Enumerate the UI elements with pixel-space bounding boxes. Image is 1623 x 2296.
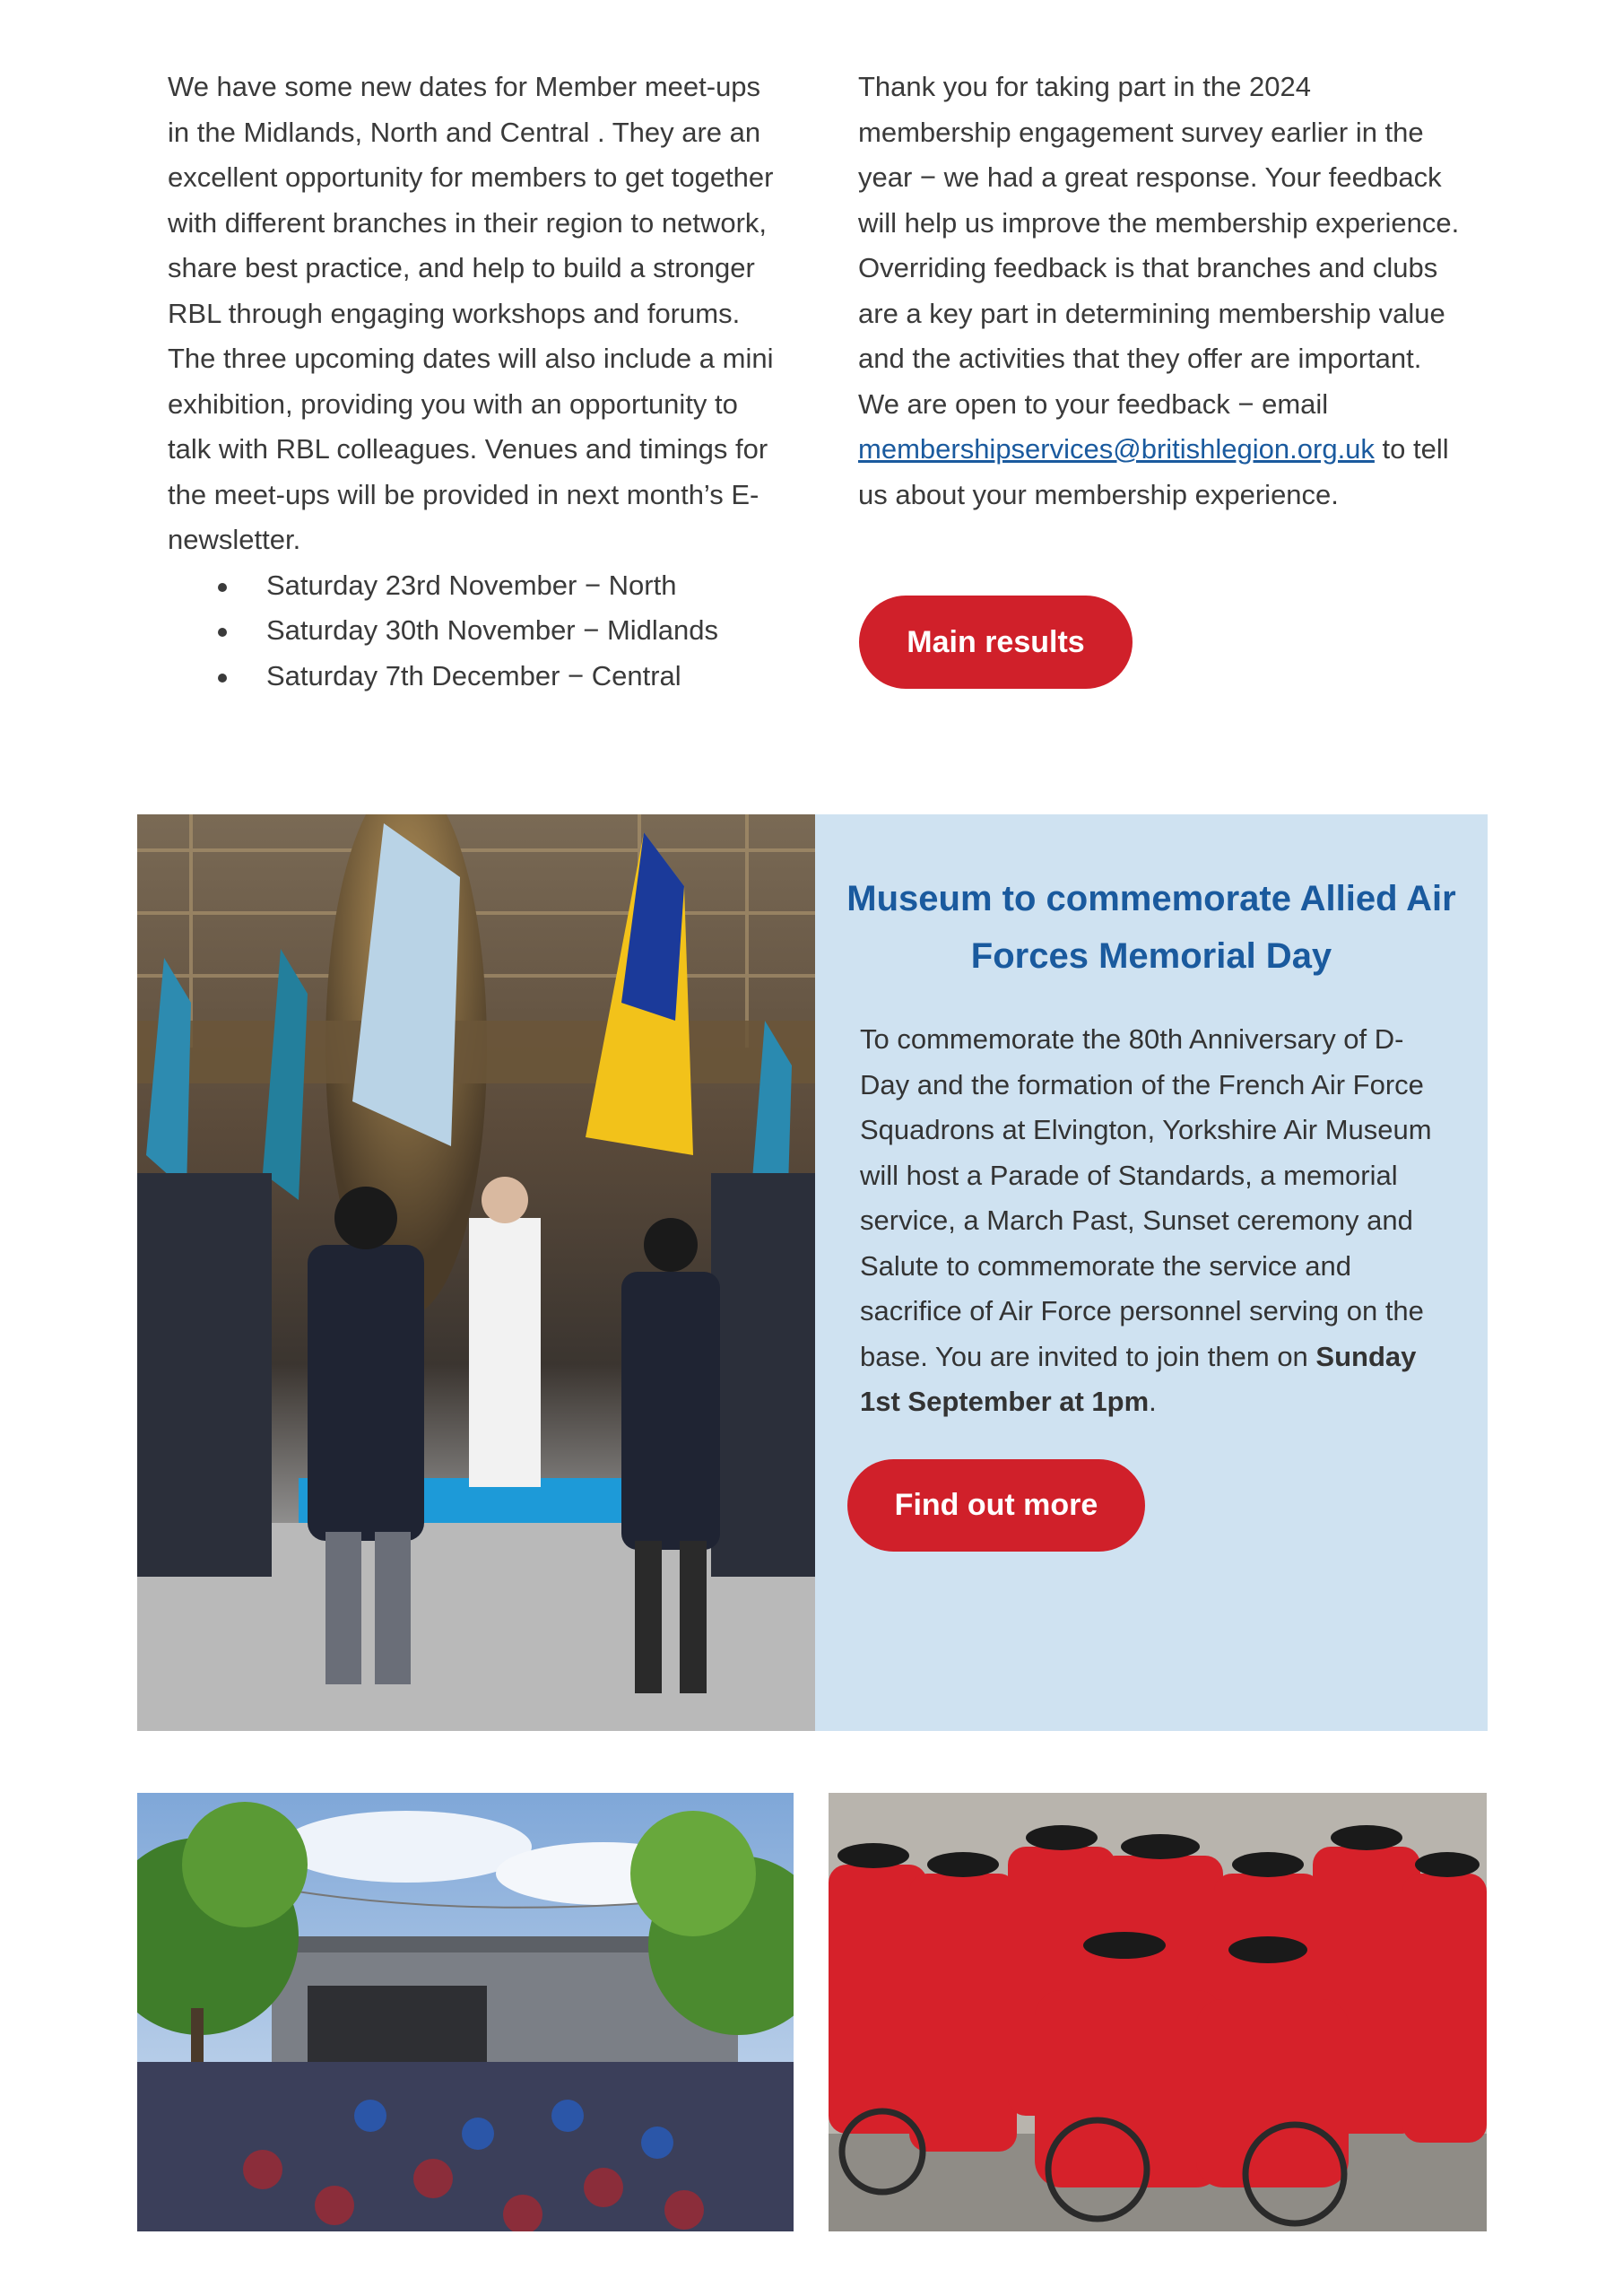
meetups-intro: We have some new dates for Member meet-ups in the Midlands, North and Central . They are an excellent opportunity for members to get together with different branches in their region to network, share best practice, and help to build a stronger RBL through engaging workshops and forums. The three upcoming dates will also include a mini exhibition, providing you with an opportunity to talk with RBL colleagues. Venues and timings for the meet-ups will be provided in next month’s E-newsletter. xyxy=(168,71,774,555)
main-results-button[interactable]: Main results xyxy=(859,596,1133,689)
museum-heading: Museum to commemorate Allied Air Forces Memorial Day xyxy=(846,879,1456,976)
museum-body-end: . xyxy=(1149,1386,1157,1417)
parade-of-standards-photo xyxy=(137,814,815,1731)
survey-section xyxy=(858,65,1468,517)
survey-text xyxy=(858,65,1468,517)
chelsea-pensioners-photo xyxy=(829,1793,1487,2231)
museum-event-date: Sunday 1st September at 1pm xyxy=(860,1340,1417,1417)
membership-email-link[interactable]: membershipservices@britishlegion.org.uk xyxy=(858,433,1375,465)
museum-body-text: To commemorate the 80th Anniversary of D-Day and the formation of the French Air Force Squadrons at Elvington, Yorkshire Air Museum will host a Parade of Standards, a memorial service, a March Past, Sunset ceremony and Salute to commemorate the service and sacrifice of Air Force personnel serving on the base. You are invited to join them on xyxy=(860,1023,1432,1372)
museum-feature xyxy=(137,814,1488,1731)
museum-body xyxy=(860,1017,1452,1425)
meetups-section xyxy=(168,65,777,699)
outdoor-event-crowd-photo xyxy=(137,1793,794,2231)
meetup-date-central: Saturday 7th December − Central xyxy=(168,654,777,700)
find-out-more-button[interactable]: Find out more xyxy=(847,1459,1145,1552)
meetup-date-midlands: Saturday 30th November − Midlands xyxy=(168,608,777,654)
meetup-date-north: Saturday 23rd November − North xyxy=(168,563,777,609)
museum-info-panel xyxy=(815,814,1488,1731)
meetup-dates-list xyxy=(168,563,777,700)
survey-outro: to tell us about your membership experience. xyxy=(858,433,1449,510)
survey-intro: Thank you for taking part in the 2024 membership engagement survey earlier in the year − we had a great response. Your feedback will help us improve the membership experience. Overriding feedback is that branches and clubs are a key part in determining membership value and the activities that they offer are important. We are open to your feedback − email xyxy=(858,71,1460,420)
